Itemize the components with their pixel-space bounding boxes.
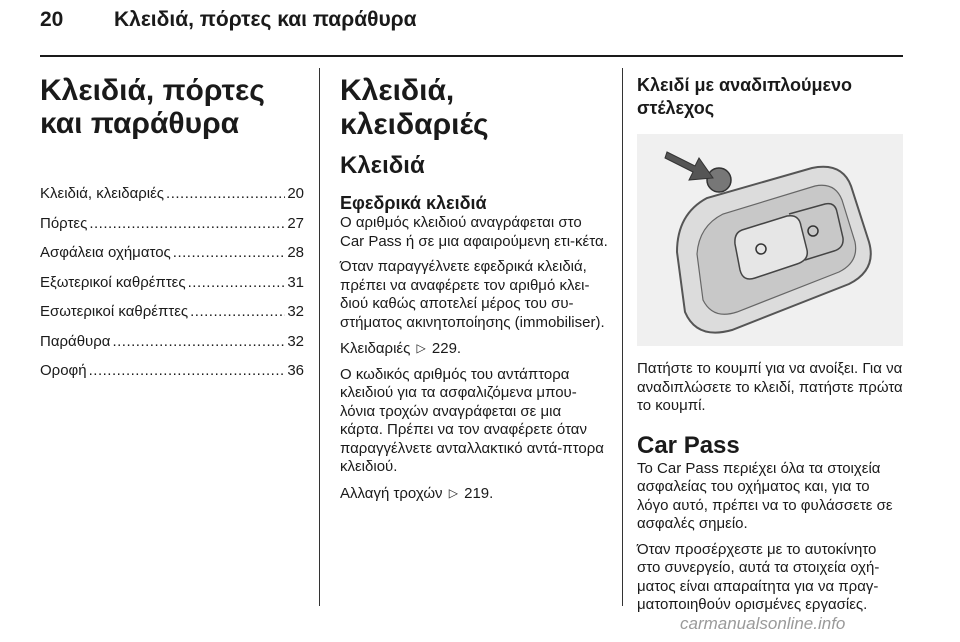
watermark: carmanualsonline.info (680, 614, 846, 633)
subsection-heading: Car Pass (637, 431, 740, 459)
toc-leader (89, 361, 286, 381)
header-rule (40, 55, 903, 57)
toc-label: Εξωτερικοί καθρέπτες (40, 273, 186, 291)
toc-leader (166, 184, 285, 204)
toc-entry[interactable] (40, 273, 304, 293)
toc-page: 32 (287, 332, 304, 350)
toc-label: Ασφάλεια οχήματος (40, 244, 171, 261)
reference-text: Κλειδαριές (340, 340, 411, 357)
toc-page: 32 (287, 303, 304, 320)
paragraph: Το Car Pass περιέχει όλα τα στοιχεία ασφαλείας του οχήματος και, για το λόγο αυτό, πρέπει να το φυλάσσετε σε ασφαλές σημείο. (637, 459, 893, 532)
column-divider (622, 68, 623, 606)
reference-page: 219. (464, 484, 494, 502)
paragraph: Όταν παραγγέλνετε εφεδρικά κλειδιά, πρέπει να αναφέρετε τον αριθμό κλει-διού καθώς αποτελεί μέρος του συ-στήματος ακινητοποίησης (immobiliser). (340, 258, 605, 331)
paragraph: Ο αριθμός κλειδιού αναγράφεται στο Car Pass ή σε μια αφαιρούμενη ετι-κέτα. (340, 214, 608, 250)
page-reference-icon: ▷ (416, 341, 426, 355)
reference-text: Αλλαγή τροχών (340, 484, 443, 502)
keys-locks-column (340, 74, 608, 510)
column-divider (319, 68, 320, 606)
toc-page: 36 (287, 362, 304, 379)
running-header-title: Κλειδιά, πόρτες και παράθυρα (114, 8, 417, 31)
chapter-contents-column (40, 68, 304, 391)
toc-entry[interactable] (40, 243, 304, 263)
folding-key-column (637, 74, 903, 622)
page-reference-icon: ▷ (448, 485, 458, 500)
toc-leader (190, 302, 285, 322)
key-fob-drawing (637, 134, 903, 346)
page-number: 20 (40, 8, 64, 31)
paragraph: Ο κωδικός αριθμός του αντάπτορα κλειδιού για τα ασφαλιζόμενα μπου-λόνια τροχών αναγράφεται σε μια κάρτα. Πρέπει να τον αναφέρετε όταν παραγγέλνετε ανταλλακτικό αντά-πτορα κλειδιού. (340, 365, 604, 475)
chapter-title: Κλειδιά, πόρτες και παράθυρα (40, 74, 265, 140)
toc-leader (173, 243, 286, 263)
toc-entry[interactable] (40, 214, 304, 234)
section-heading: Κλειδιά, κλειδαριές (340, 74, 489, 141)
toc-leader (112, 332, 285, 352)
subsection-heading: Κλειδιά (340, 152, 425, 179)
paragraph: Όταν προσέρχεστε με το αυτοκίνητο στο συνεργείο, αυτά τα στοιχεία οχή-ματος είναι απαραίτητα για να πραγ-ματοποιηθούν ορισμένες εργασίες. (637, 540, 880, 613)
toc-label: Οροφή (40, 362, 87, 379)
toc-entry[interactable] (40, 184, 304, 204)
reference-page: 229. (431, 340, 462, 357)
toc-page: 28 (287, 244, 304, 261)
toc-page: 20 (287, 185, 304, 202)
folding-key-illustration (637, 134, 903, 346)
toc-entry[interactable] (40, 332, 304, 352)
figure-caption: Πατήστε το κουμπί για να ανοίξει. Για να αναδιπλώσετε το κλειδί, πατήστε πρώτα το κουμπί. (637, 360, 903, 414)
cross-reference[interactable] (340, 484, 608, 504)
table-of-contents (40, 184, 304, 381)
toc-label: Παράθυρα (40, 332, 111, 350)
toc-page: 27 (287, 214, 304, 232)
toc-page: 31 (287, 273, 304, 291)
subsubsection-heading: Εφεδρικά κλειδιά (340, 193, 487, 213)
toc-entry[interactable] (40, 361, 304, 381)
section-heading: Κλειδί με αναδιπλούμενο στέλεχος (637, 75, 853, 118)
toc-label: Εσωτερικοί καθρέπτες (40, 303, 189, 320)
toc-leader (188, 273, 286, 293)
toc-label: Κλειδιά, κλειδαριές (40, 185, 165, 202)
cross-reference[interactable] (340, 339, 608, 359)
toc-leader (89, 214, 285, 234)
toc-label: Πόρτες (40, 214, 88, 232)
toc-entry[interactable] (40, 302, 304, 322)
